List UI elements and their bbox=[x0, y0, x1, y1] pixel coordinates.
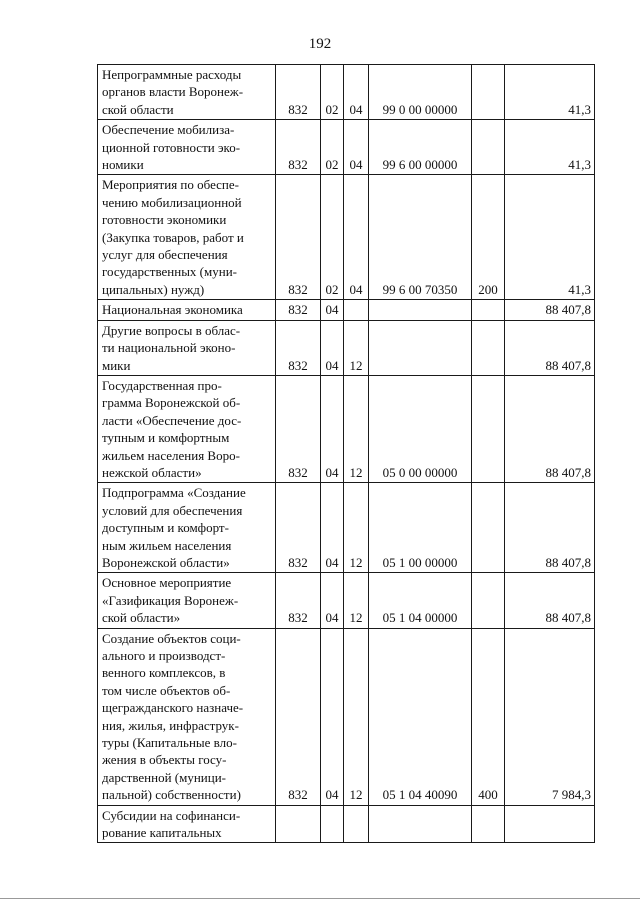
table-row bbox=[98, 573, 595, 628]
section-cell: 04 bbox=[321, 483, 344, 573]
admin-code-cell bbox=[276, 805, 321, 843]
amount-cell bbox=[505, 805, 595, 843]
item-name-line: доступным и комфорт- bbox=[102, 520, 229, 536]
item-name-line: готовности экономики bbox=[102, 212, 227, 228]
expense-type-cell bbox=[472, 573, 505, 628]
amount-cell: 41,3 bbox=[505, 175, 595, 300]
expense-type-cell bbox=[472, 375, 505, 482]
item-name-cell bbox=[98, 320, 276, 375]
item-name-line: (Закупка товаров, работ и bbox=[102, 229, 244, 245]
subsection-cell bbox=[344, 300, 369, 320]
admin-code-cell: 832 bbox=[276, 628, 321, 805]
item-name-line: дарственной (муници- bbox=[102, 769, 227, 785]
item-name-line: Непрограммные расходы bbox=[102, 67, 242, 82]
target-article-cell: 99 0 00 00000 bbox=[369, 65, 472, 120]
item-name-line: ской области bbox=[102, 101, 174, 117]
expense-type-cell bbox=[472, 300, 505, 320]
item-name-line: Обеспечение мобилиза- bbox=[102, 122, 235, 138]
item-name-cell bbox=[98, 300, 276, 320]
table-row bbox=[98, 483, 595, 573]
item-name-cell bbox=[98, 805, 276, 843]
amount-cell: 88 407,8 bbox=[505, 300, 595, 320]
subsection-cell: 12 bbox=[344, 483, 369, 573]
amount-cell: 41,3 bbox=[505, 65, 595, 120]
section-cell: 02 bbox=[321, 65, 344, 120]
amount-cell: 41,3 bbox=[505, 120, 595, 175]
subsection-cell bbox=[344, 805, 369, 843]
item-name-cell bbox=[98, 573, 276, 628]
target-article-cell: 05 1 00 00000 bbox=[369, 483, 472, 573]
expense-type-cell bbox=[472, 65, 505, 120]
item-name-line: щегражданского назначе- bbox=[102, 700, 244, 716]
item-name-line: грамма Воронежской об- bbox=[102, 395, 241, 411]
budget-table bbox=[97, 64, 595, 843]
admin-code-cell: 832 bbox=[276, 175, 321, 300]
section-cell: 02 bbox=[321, 175, 344, 300]
table-row bbox=[98, 805, 595, 843]
item-name-line: Создание объектов соци- bbox=[102, 630, 241, 646]
amount-cell: 88 407,8 bbox=[505, 320, 595, 375]
item-name-line: ципальных) нужд) bbox=[102, 281, 205, 297]
table-row bbox=[98, 628, 595, 805]
item-name-cell bbox=[98, 483, 276, 573]
item-name-line: Другие вопросы в облас- bbox=[102, 322, 241, 338]
item-name-line: Субсидии на софинанси- bbox=[102, 807, 241, 823]
section-cell: 04 bbox=[321, 375, 344, 482]
item-name-line: ти национальной эконо- bbox=[102, 340, 236, 356]
item-name-cell bbox=[98, 65, 276, 120]
admin-code-cell: 832 bbox=[276, 320, 321, 375]
subsection-cell: 12 bbox=[344, 628, 369, 805]
page-bottom-rule bbox=[0, 898, 640, 899]
amount-cell: 88 407,8 bbox=[505, 375, 595, 482]
item-name-line: органов власти Воронеж- bbox=[102, 84, 244, 100]
target-article-cell: 99 6 00 70350 bbox=[369, 175, 472, 300]
expense-type-cell bbox=[472, 483, 505, 573]
subsection-cell: 04 bbox=[344, 175, 369, 300]
section-cell: 04 bbox=[321, 300, 344, 320]
section-cell: 04 bbox=[321, 573, 344, 628]
expense-type-cell: 400 bbox=[472, 628, 505, 805]
amount-cell: 7 984,3 bbox=[505, 628, 595, 805]
item-name-line: мики bbox=[102, 357, 131, 373]
item-name-line: государственных (муни- bbox=[102, 264, 237, 280]
item-name-line: жения в объекты госу- bbox=[102, 752, 227, 768]
amount-cell: 88 407,8 bbox=[505, 483, 595, 573]
item-name-line: ской области» bbox=[102, 610, 181, 626]
subsection-cell: 12 bbox=[344, 573, 369, 628]
item-name-line: том числе объектов об- bbox=[102, 682, 231, 698]
item-name-line: Государственная про- bbox=[102, 377, 222, 393]
item-name-cell bbox=[98, 628, 276, 805]
item-name-line: Воронежской области» bbox=[102, 554, 230, 570]
table-row bbox=[98, 65, 595, 120]
item-name-line: Национальная экономика bbox=[102, 302, 243, 318]
subsection-cell: 12 bbox=[344, 320, 369, 375]
item-name-line: ным жильем населения bbox=[102, 537, 232, 553]
table-row bbox=[98, 175, 595, 300]
table-row bbox=[98, 375, 595, 482]
target-article-cell bbox=[369, 320, 472, 375]
admin-code-cell: 832 bbox=[276, 65, 321, 120]
table-row bbox=[98, 120, 595, 175]
item-name-line: нежской области» bbox=[102, 464, 202, 480]
item-name-cell bbox=[98, 175, 276, 300]
item-name-line: тупным и комфортным bbox=[102, 430, 230, 446]
target-article-cell bbox=[369, 300, 472, 320]
subsection-cell: 04 bbox=[344, 120, 369, 175]
admin-code-cell: 832 bbox=[276, 120, 321, 175]
item-name-line: туры (Капитальные вло- bbox=[102, 735, 237, 751]
expense-type-cell: 200 bbox=[472, 175, 505, 300]
admin-code-cell: 832 bbox=[276, 375, 321, 482]
item-name-cell bbox=[98, 120, 276, 175]
item-name-line: «Газификация Воронеж- bbox=[102, 592, 239, 608]
item-name-line: ласти «Обеспечение дос- bbox=[102, 412, 242, 428]
item-name-line: венного комплексов, в bbox=[102, 665, 226, 681]
subsection-cell: 04 bbox=[344, 65, 369, 120]
item-name-line: чению мобилизационной bbox=[102, 194, 242, 210]
item-name-line: ционной готовности эко- bbox=[102, 139, 241, 155]
expense-type-cell bbox=[472, 805, 505, 843]
section-cell: 02 bbox=[321, 120, 344, 175]
section-cell: 04 bbox=[321, 628, 344, 805]
item-name-line: условий для обеспечения bbox=[102, 502, 243, 518]
section-cell bbox=[321, 805, 344, 843]
item-name-line: жильем населения Воро- bbox=[102, 447, 240, 463]
target-article-cell: 05 0 00 00000 bbox=[369, 375, 472, 482]
item-name-line: Подпрограмма «Создание bbox=[102, 485, 246, 501]
table-row bbox=[98, 300, 595, 320]
expense-type-cell bbox=[472, 320, 505, 375]
admin-code-cell: 832 bbox=[276, 300, 321, 320]
admin-code-cell: 832 bbox=[276, 483, 321, 573]
section-cell: 04 bbox=[321, 320, 344, 375]
item-name-cell bbox=[98, 375, 276, 482]
item-name-line: рование капитальных bbox=[102, 825, 222, 841]
item-name-line: номики bbox=[102, 157, 144, 173]
page-number: 192 bbox=[308, 36, 332, 52]
subsection-cell: 12 bbox=[344, 375, 369, 482]
target-article-cell: 05 1 04 40090 bbox=[369, 628, 472, 805]
item-name-line: услуг для обеспечения bbox=[102, 247, 228, 263]
item-name-line: ального и производст- bbox=[102, 648, 226, 663]
item-name-line: ния, жилья, инфраструк- bbox=[102, 717, 239, 733]
amount-cell: 88 407,8 bbox=[505, 573, 595, 628]
target-article-cell: 05 1 04 00000 bbox=[369, 573, 472, 628]
target-article-cell bbox=[369, 805, 472, 843]
table-body bbox=[98, 65, 595, 843]
expense-type-cell bbox=[472, 120, 505, 175]
table-row bbox=[98, 320, 595, 375]
item-name-line: пальной) собственности) bbox=[102, 787, 241, 803]
target-article-cell: 99 6 00 00000 bbox=[369, 120, 472, 175]
admin-code-cell: 832 bbox=[276, 573, 321, 628]
item-name-line: Мероприятия по обеспе- bbox=[102, 177, 239, 193]
item-name-line: Основное мероприятие bbox=[102, 575, 232, 591]
